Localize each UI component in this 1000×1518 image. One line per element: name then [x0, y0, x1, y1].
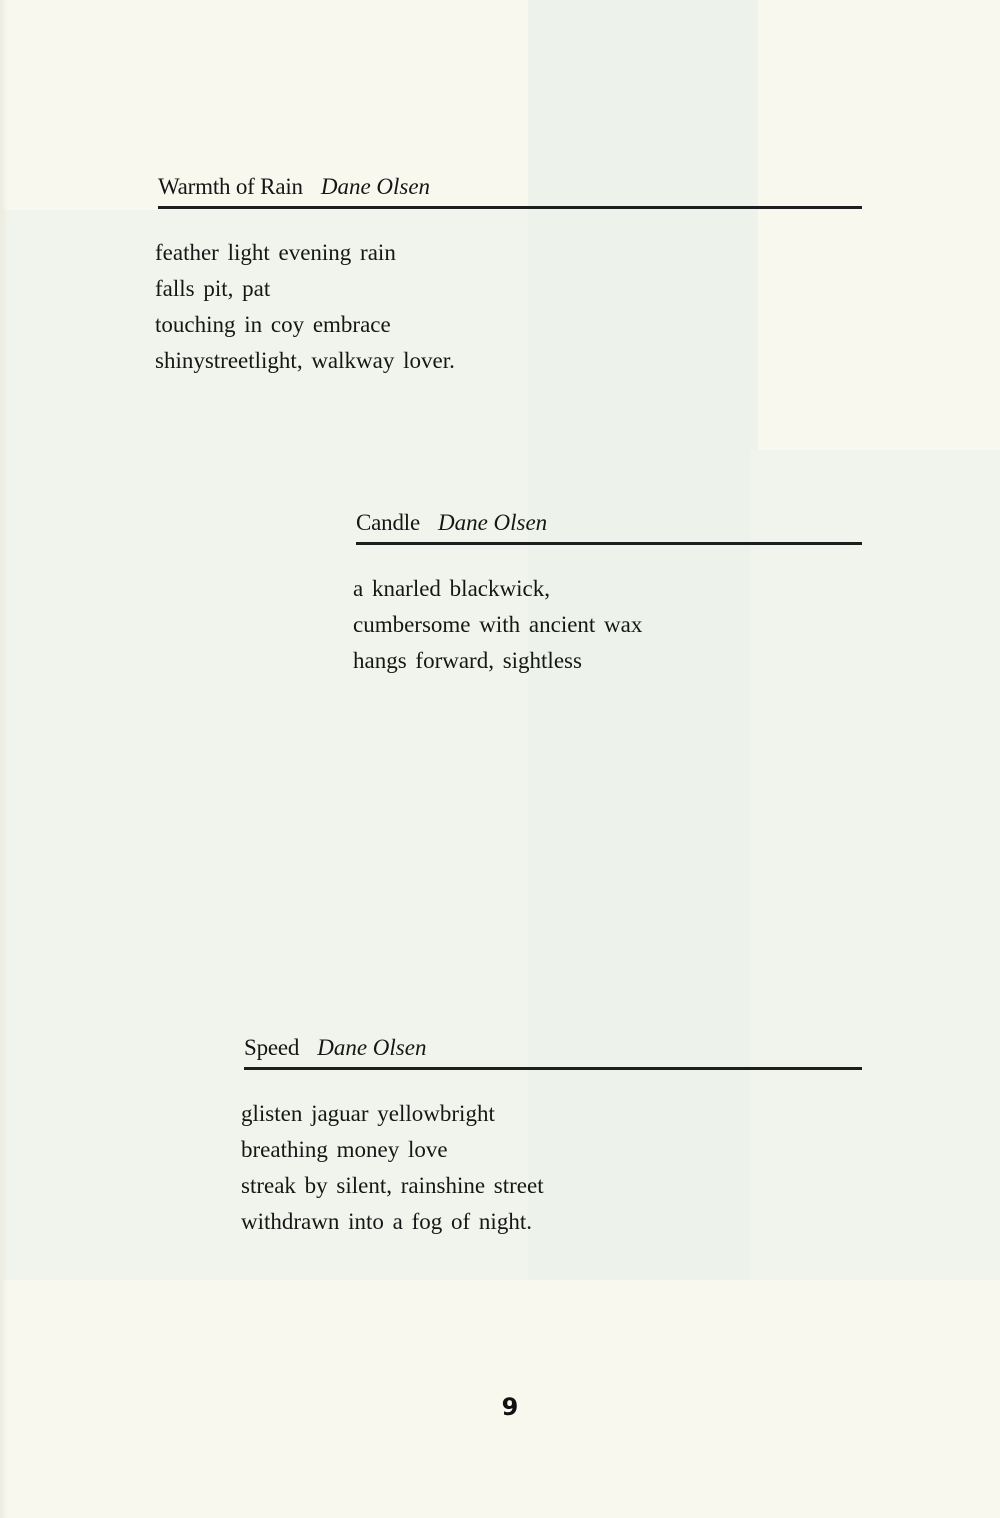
poem-line: shinystreetlight, walkway lover.: [155, 348, 455, 373]
page-number: 9: [501, 1393, 519, 1421]
poem-body: [353, 571, 862, 679]
poem-speed: [241, 1035, 862, 1240]
poem-title: Speed: [244, 1035, 300, 1060]
poem-title: Warmth of Rain: [158, 174, 303, 199]
poem-line: breathing money love: [241, 1137, 448, 1162]
poem-heading: [244, 1035, 862, 1070]
poem-warmth-of-rain: [155, 174, 862, 379]
page-edge: [0, 0, 8, 1518]
poem-title: Candle: [356, 510, 420, 535]
poem-line: streak by silent, rainshine street: [241, 1173, 544, 1198]
poem-candle: [353, 510, 862, 679]
poem-line: cumbersome with ancient wax: [353, 612, 643, 637]
poem-author: Dane Olsen: [320, 174, 431, 199]
poem-heading: [158, 174, 862, 209]
poem-line: glisten jaguar yellowbright: [241, 1101, 495, 1126]
poem-author: Dane Olsen: [437, 510, 548, 535]
poem-body: [155, 235, 862, 379]
poem-line: hangs forward, sightless: [353, 648, 582, 673]
poem-body: [241, 1096, 862, 1240]
poem-heading: [356, 510, 862, 545]
poem-line: touching in coy embrace: [155, 312, 391, 337]
poem-author: Dane Olsen: [317, 1035, 427, 1060]
poem-line: withdrawn into a fog of night.: [241, 1209, 532, 1234]
poem-line: feather light evening rain: [155, 240, 396, 265]
poem-line: falls pit, pat: [155, 276, 271, 301]
poem-line: a knarled blackwick,: [353, 576, 550, 601]
